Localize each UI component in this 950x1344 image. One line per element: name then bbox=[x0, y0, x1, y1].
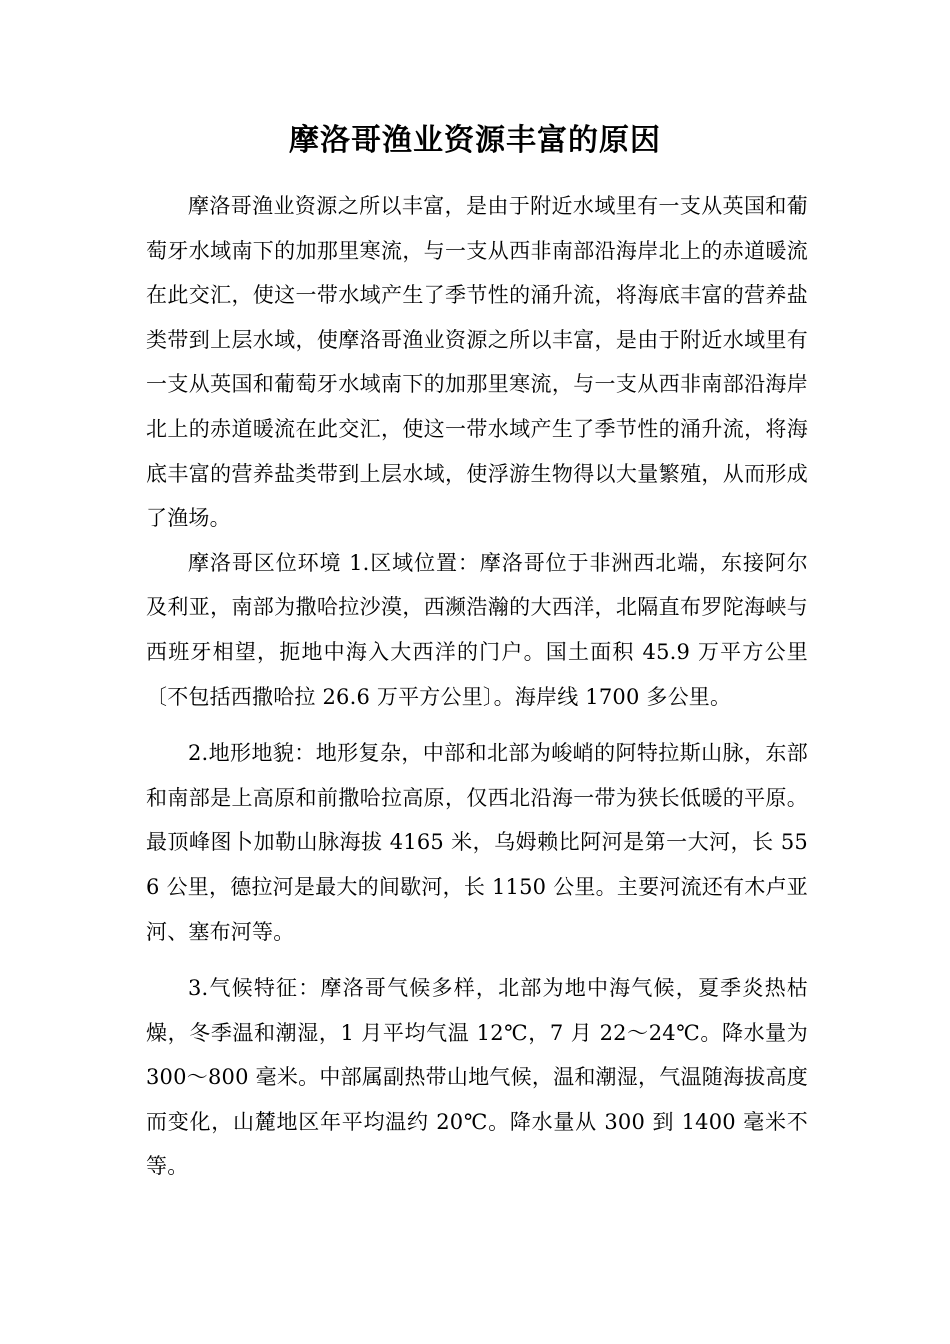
paragraph-location: 摩洛哥区位环境 1.区域位置：摩洛哥位于非洲西北端，东接阿尔及利亚，南部为撒哈拉沙漠，西濒浩瀚的大西洋，北隔直布罗陀海峡与西班牙相望，扼地中海入大西洋的门户。国土面积 45.9 万平方公里〔不包括西撒哈拉 26.6 万平方公里〕。海岸线 1700 多公里。 bbox=[146, 550, 808, 709]
document-body bbox=[146, 184, 808, 1189]
paragraph-climate: 3.气候特征：摩洛哥气候多样，北部为地中海气候，夏季炎热枯燥，冬季温和潮湿，1 月平均气温 12℃，7 月 22～24℃。降水量为 300～800 毫米。中部属副热带山地气候，温和潮湿，气温随海拔高度而变化，山麓地区年平均温约 20℃。降水量从 300 到 1400 毫米不等。 bbox=[146, 976, 808, 1179]
paragraph-fishery-resources: 摩洛哥渔业资源之所以丰富，是由于附近水域里有一支从英国和葡萄牙水域南下的加那里寒流，与一支从西非南部沿海岸北上的赤道暖流在此交汇，使这一带水域产生了季节性的涌升流，将海底丰富的营养盐类带到上层水域，使摩洛哥渔业资源之所以丰富，是由于附近水域里有一支从英国和葡萄牙水域南下的加那里寒流，与一支从西非南部沿海岸北上的赤道暖流在此交汇，使这一带水域产生了季节性的涌升流，将海底丰富的营养盐类带到上层水域，使浮游生物得以大量繁殖，从而形成了渔场。 bbox=[146, 194, 808, 531]
paragraph-terrain: 2.地形地貌：地形复杂，中部和北部为峻峭的阿特拉斯山脉，东部和南部是上高原和前撒哈拉高原，仅西北沿海一带为狭长低暖的平原。最顶峰图卜加勒山脉海拔 4165 米，乌姆赖比阿河是第一大河，长 556 公里，德拉河是最大的间歇河，长 1150 公里。主要河流还有木卢亚河、塞布河等。 bbox=[146, 741, 808, 944]
document-title: 摩洛哥渔业资源丰富的原因 bbox=[289, 123, 661, 158]
